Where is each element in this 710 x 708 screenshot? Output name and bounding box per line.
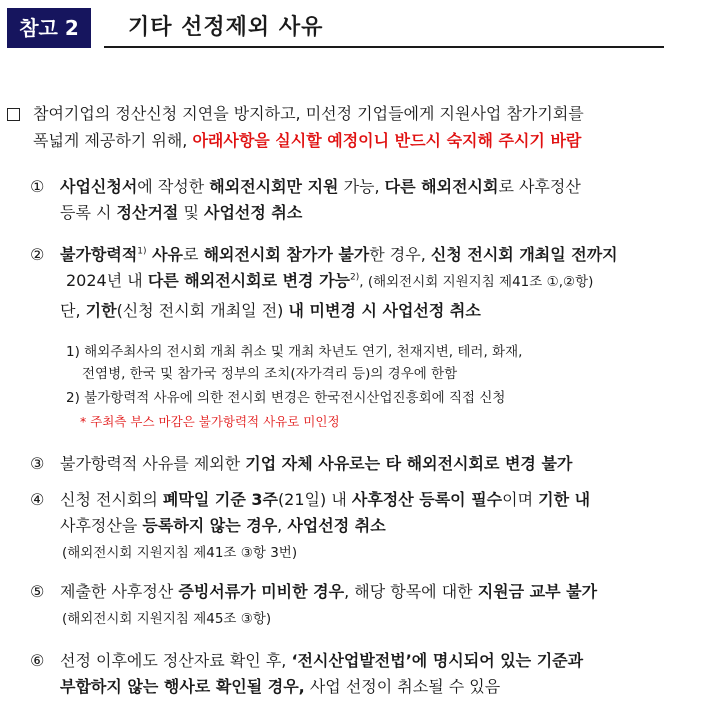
item-text: 기업 자체 사유로는 타 해외전시회로 변경 불가 — [245, 454, 573, 473]
item-6-line-1 — [60, 650, 583, 672]
intro-line-2 — [33, 130, 581, 152]
item-3-line-1 — [60, 453, 572, 475]
footnote-2: 2) 불가항력적 사유에 의한 전시회 변경은 한국전시산업진흥회에 직접 신청 — [66, 390, 506, 406]
item-text: 신청 전시회 개최일 전까지 — [430, 245, 618, 264]
item-text: 한 경우, — [369, 245, 431, 264]
item-text: 등록하지 않는 경우 — [142, 516, 278, 535]
item-4-line-2 — [60, 515, 386, 537]
item-marker-6: ⑥ — [30, 651, 45, 670]
item-text: 사업신청서 — [60, 177, 138, 196]
item-text: 다른 해외전시회 — [384, 177, 499, 196]
intro-line-1: 참여기업의 정산신청 지연을 방지하고, 미선정 기업들에게 지원사업 참가기회를 — [33, 104, 584, 123]
footnote-1: 1) 해외주최사의 전시회 개최 취소 및 개최 차년도 연기, 천재지변, 테러, 화재, — [66, 344, 523, 360]
item-text: ‘전시산업발전법’에 명시되어 있는 기준과 — [291, 651, 584, 670]
item-marker-2: ② — [30, 245, 45, 264]
intro-text: 폭넓게 제공하기 위해, — [33, 131, 193, 150]
item-text: 불가항력적 사유를 제외한 — [60, 454, 246, 473]
item-text: 및 — [178, 203, 205, 222]
item-text: 기한 내 — [538, 490, 591, 509]
item-6-line-2 — [60, 676, 500, 698]
item-text: , — [277, 516, 288, 535]
item-text: 등록 시 — [60, 203, 117, 222]
item-5-reference: (해외전시회 지원지침 제45조 ③항) — [62, 611, 272, 627]
item-text: (신청 전시회 개최일 전) — [116, 301, 289, 320]
item-text: , (해외전시회 지원지침 제41조 ①,②항) — [359, 274, 594, 290]
booth-note: * 주최측 부스 마감은 불가항력적 사유로 미인정 — [80, 414, 340, 429]
item-text: 선정 이후에도 정산자료 확인 후, — [60, 651, 292, 670]
page-title: 기타 선정제외 사유 — [128, 15, 324, 40]
item-text: 로 — [183, 245, 204, 264]
checkbox-square-icon — [7, 108, 20, 121]
item-text: 사업 선정이 취소될 수 있음 — [304, 677, 501, 696]
item-text: 단, — [60, 301, 86, 320]
item-text: 부합하지 않는 행사로 확인될 경우, — [60, 677, 305, 696]
footnote-ref: 2) — [350, 272, 360, 283]
item-text: 해외전시회 참가가 불가 — [203, 245, 370, 264]
item-text: 이며 — [502, 490, 539, 509]
item-text: 사업선정 취소 — [204, 203, 303, 222]
item-2-line-3 — [60, 300, 481, 322]
item-2-line-2 — [66, 270, 593, 292]
item-5-line-1 — [60, 581, 597, 603]
item-1-line-1 — [60, 176, 581, 198]
item-text: (21일) 내 — [277, 490, 352, 509]
item-text: 정산거절 — [116, 203, 179, 222]
item-1-line-2 — [60, 202, 302, 224]
item-text: 제출한 사후정산 — [60, 582, 179, 601]
item-text: 신청 전시회의 — [60, 490, 163, 509]
item-text: 기한 — [85, 301, 117, 320]
item-text: 증빙서류가 미비한 경우 — [178, 582, 345, 601]
item-text: 가능, — [338, 177, 385, 196]
item-text: 사유 — [146, 245, 184, 264]
item-marker-1: ① — [30, 177, 45, 196]
intro-emphasis: 아래사항을 실시할 예정이니 반드시 숙지해 주시기 바람 — [192, 131, 582, 150]
item-text: 폐막일 기준 3주 — [162, 490, 278, 509]
item-marker-5: ⑤ — [30, 582, 45, 601]
item-2-line-1 — [60, 244, 618, 266]
item-text: 다른 해외전시회로 변경 가능 — [147, 271, 350, 290]
item-text: 사업선정 취소 — [287, 516, 386, 535]
item-text: , 해당 항목에 대한 — [344, 582, 478, 601]
reference-badge: 참고 2 — [7, 8, 91, 48]
item-text: 2024년 내 — [66, 271, 148, 290]
title-underline — [104, 46, 664, 48]
item-text: 내 미변경 시 사업선정 취소 — [288, 301, 481, 320]
item-text: 로 사후정산 — [498, 177, 581, 196]
item-4-reference: (해외전시회 지원지침 제41조 ③항 3번) — [62, 545, 298, 561]
item-text: 불가항력적 — [60, 245, 138, 264]
item-marker-3: ③ — [30, 454, 45, 473]
item-marker-4: ④ — [30, 490, 45, 509]
footnote-1-continued: 전염병, 한국 및 참가국 정부의 조치(자가격리 등)의 경우에 한함 — [82, 366, 458, 382]
item-text: 사후정산 등록이 필수 — [351, 490, 503, 509]
item-text: 사후정산을 — [60, 516, 143, 535]
footnote-ref: 1) — [137, 246, 147, 257]
item-text: 지원금 교부 불가 — [477, 582, 598, 601]
item-text: 에 작성한 — [137, 177, 210, 196]
item-text: 해외전시회만 지원 — [209, 177, 339, 196]
item-4-line-1 — [60, 489, 590, 511]
